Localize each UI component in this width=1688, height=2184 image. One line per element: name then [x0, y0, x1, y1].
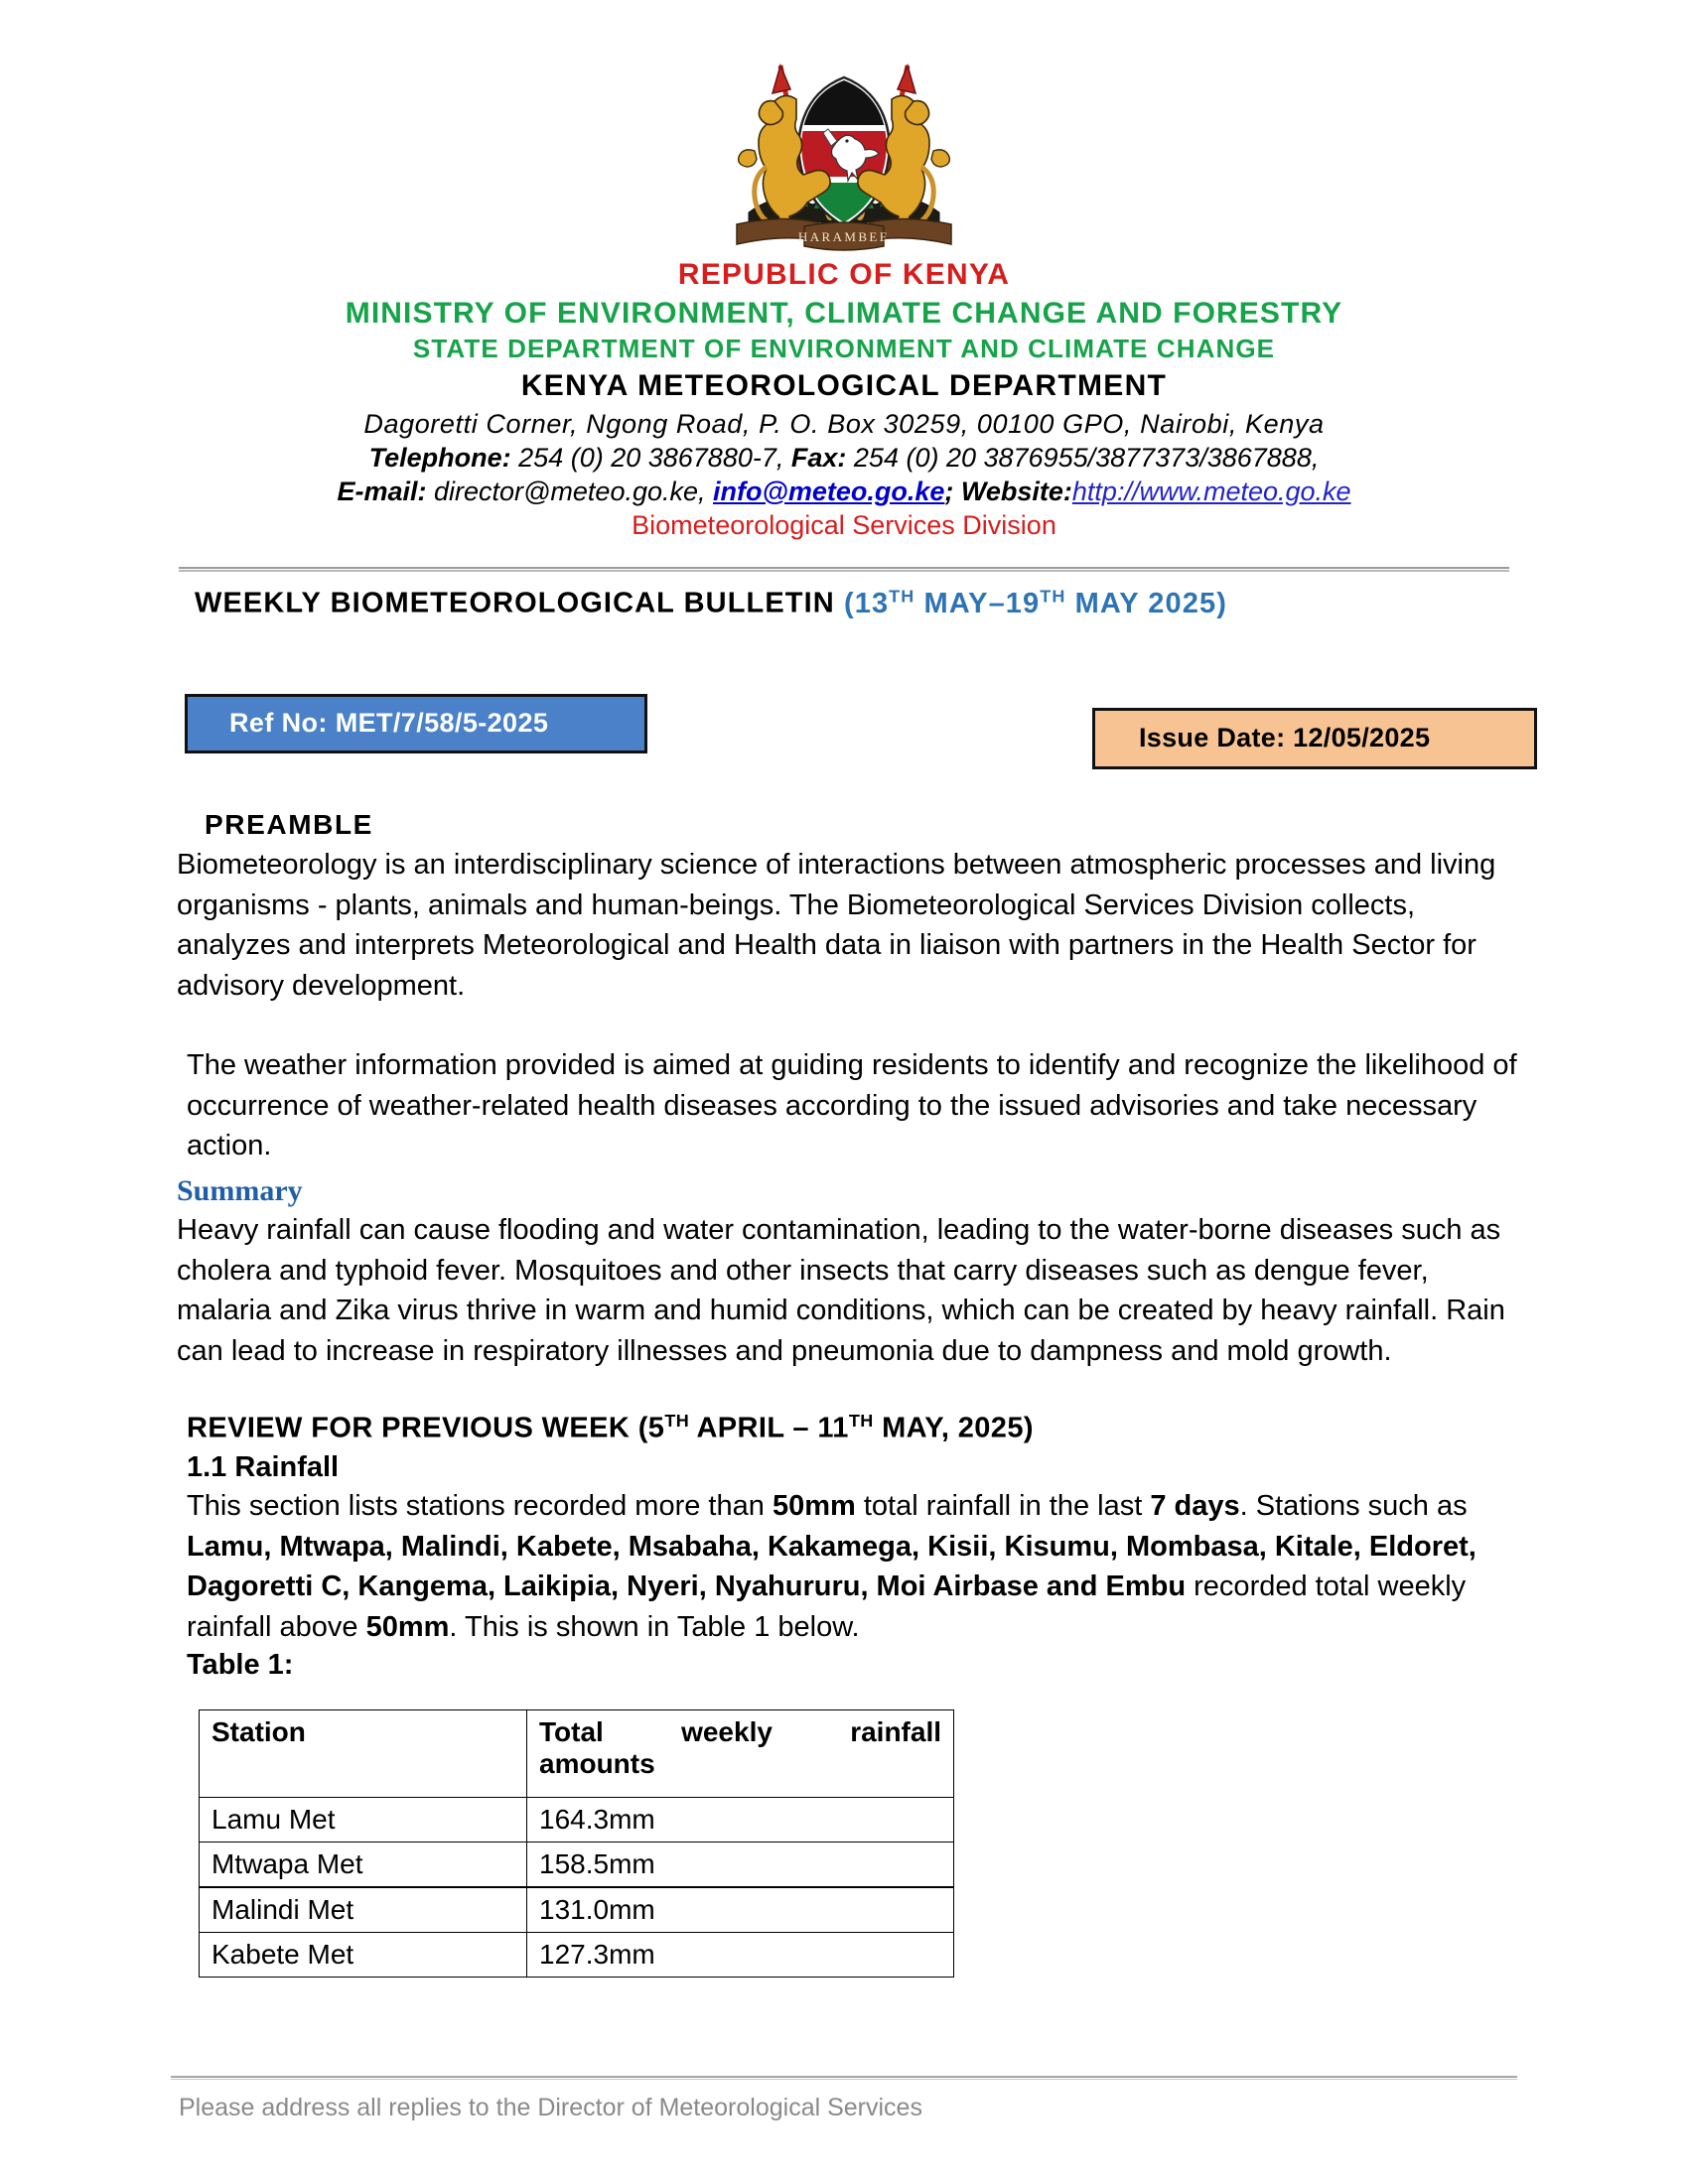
rainfall-threshold-2: 50mm [365, 1610, 450, 1643]
review-sup-2: TH [848, 1411, 874, 1432]
rainfall-station-list: Lamu, Mtwapa, Malindi, Kabete, Msabaha, Kakamega, Kisii, Kisumu, Mombasa, Kitale, Eldoret, Dagoretti C, Kangema, Laikipia, Nyeri, Nyahururu, Moi Airbase and Embu [187, 1530, 1477, 1603]
review-heading-post: MAY, 2025) [873, 1413, 1034, 1445]
harambee-motto: HARAMBEE [797, 229, 891, 244]
issue-date-badge [1092, 708, 1537, 769]
rainfall-text-3: . Stations such as [1239, 1490, 1468, 1523]
table-row [200, 1933, 954, 1978]
state-department-line: STATE DEPARTMENT OF ENVIRONMENT AND CLIMATE CHANGE [412, 334, 1276, 364]
preamble-paragraph-2: The weather information provided is aimed at guiding residents to identify and recognize the likelihood of occurrence of weather-related health diseases according to the issued advisories and take necessary action. [187, 1049, 1517, 1162]
website-link[interactable]: http://www.meteo.go.ke [1071, 476, 1351, 506]
footer-divider [171, 2076, 1517, 2080]
table-row [200, 1798, 954, 1843]
cell-amount: 158.5mm [527, 1843, 954, 1888]
column-header-amount [527, 1710, 954, 1798]
ref-no-badge [185, 694, 647, 753]
issue-date-label: Issue Date: 12/05/2025 [1139, 723, 1431, 753]
telephone-label: Telephone: [368, 442, 511, 473]
table-caption: Table 1: [187, 1649, 294, 1682]
letterhead [0, 258, 1688, 541]
division-line: Biometeorological Services Division [632, 510, 1056, 541]
review-heading-pre: REVIEW FOR PREVIOUS WEEK (5 [187, 1413, 665, 1445]
bulletin-title-text: WEEKLY BIOMETEOROLOGICAL BULLETIN [195, 587, 844, 619]
email-plain-value: director@meteo.go.ke, [426, 476, 714, 506]
date-open: (13 [843, 587, 890, 619]
review-heading-mid: APRIL – 11 [689, 1413, 849, 1445]
cell-station: Lamu Met [200, 1798, 527, 1843]
date-close: MAY 2025) [1065, 587, 1227, 619]
coat-of-arms-container [0, 0, 1688, 254]
fax-label: Fax: [790, 442, 847, 473]
cell-station: Mtwapa Met [200, 1843, 527, 1888]
review-sup-1: TH [664, 1411, 690, 1432]
date-sup-2: TH [1040, 586, 1066, 607]
cell-amount: 164.3mm [527, 1798, 954, 1843]
cell-amount: 131.0mm [527, 1887, 954, 1933]
kenya-coat-of-arms-icon [711, 38, 977, 254]
column-header-station: Station [200, 1710, 527, 1798]
ministry-line: MINISTRY OF ENVIRONMENT, CLIMATE CHANGE AND FORESTRY [345, 297, 1343, 331]
fax-value: 254 (0) 20 3876955/3877373/3867888, [846, 442, 1320, 473]
bulletin-date-range [844, 588, 1227, 619]
rainfall-period: 7 days [1150, 1490, 1240, 1523]
preamble-heading: PREAMBLE [205, 808, 373, 840]
telephone-value: 254 (0) 20 3867880-7, [510, 442, 791, 473]
table-header-row [200, 1710, 954, 1798]
header-divider [179, 567, 1509, 572]
website-label: ; Website: [944, 476, 1072, 506]
table-row [200, 1843, 954, 1888]
cell-amount: 127.3mm [527, 1933, 954, 1978]
date-mid: MAY–19 [914, 587, 1041, 619]
telephone-line [0, 443, 1688, 474]
rainfall-text-4: recorded total weekly rainfall above [187, 1570, 1467, 1643]
col2-word-1: Total [539, 1716, 604, 1748]
ref-no-label: Ref No: MET/7/58/5-2025 [229, 708, 549, 739]
table-row [200, 1887, 954, 1933]
paragraph-spacer [177, 1006, 1521, 1045]
page-title [195, 586, 1688, 620]
rainfall-table [199, 1709, 954, 1978]
cell-station: Kabete Met [200, 1933, 527, 1978]
rainfall-subheading: 1.1 Rainfall [187, 1451, 340, 1484]
kmd-line: KENYA METEOROLOGICAL DEPARTMENT [520, 369, 1168, 402]
postal-address-line: Dagoretti Corner, Ngong Road, P. O. Box 30259, 00100 GPO, Nairobi, Kenya [363, 409, 1325, 440]
email-line [0, 477, 1688, 507]
date-sup-1: TH [889, 586, 915, 607]
republic-line: REPUBLIC OF KENYA [677, 258, 1011, 291]
preamble-paragraph-1: Biometeorology is an interdisciplinary science of interactions between atmospheric processes and living organisms - plants, animals and human-beings. The Biometeorological Services Division collects, analyzes and interprets Meteorological and Health data in liaison with partners in the Health Sector for advisory development. [177, 848, 1496, 1002]
summary-paragraph: Heavy rainfall can cause flooding and water contamination, leading to the water-borne diseases such as cholera and typhoid fever. Mosquitoes and other insects that carry diseases such as dengue fever, malaria and Zika virus thrive in warm and humid conditions, which can be created by heavy rainfall. Rain can lead to increase in respiratory illnesses and pneumonia due to dampness and mold growth. [177, 1214, 1505, 1367]
document-body [177, 809, 1521, 1683]
summary-heading: Summary [177, 1174, 303, 1208]
rainfall-threshold-1: 50mm [772, 1490, 856, 1523]
page-footer [0, 2076, 1688, 2122]
col2-word-4: amounts [539, 1748, 655, 1780]
rainfall-text-2: total rainfall in the last [855, 1490, 1151, 1523]
rainfall-text-5: . This is shown in Table 1 below. [449, 1610, 860, 1643]
col2-word-3: rainfall [850, 1716, 942, 1748]
cell-station: Malindi Met [200, 1887, 527, 1933]
meta-box-row [0, 694, 1688, 789]
footer-note: Please address all replies to the Director of Meteorological Services [179, 2094, 922, 2121]
rainfall-text-1: This section lists stations recorded more than [187, 1490, 773, 1523]
col2-word-2: weekly [681, 1716, 773, 1748]
email-link[interactable]: info@meteo.go.ke [713, 476, 945, 506]
review-heading [187, 1411, 1521, 1445]
rainfall-paragraph [187, 1486, 1521, 1647]
email-label: E-mail: [337, 476, 427, 506]
